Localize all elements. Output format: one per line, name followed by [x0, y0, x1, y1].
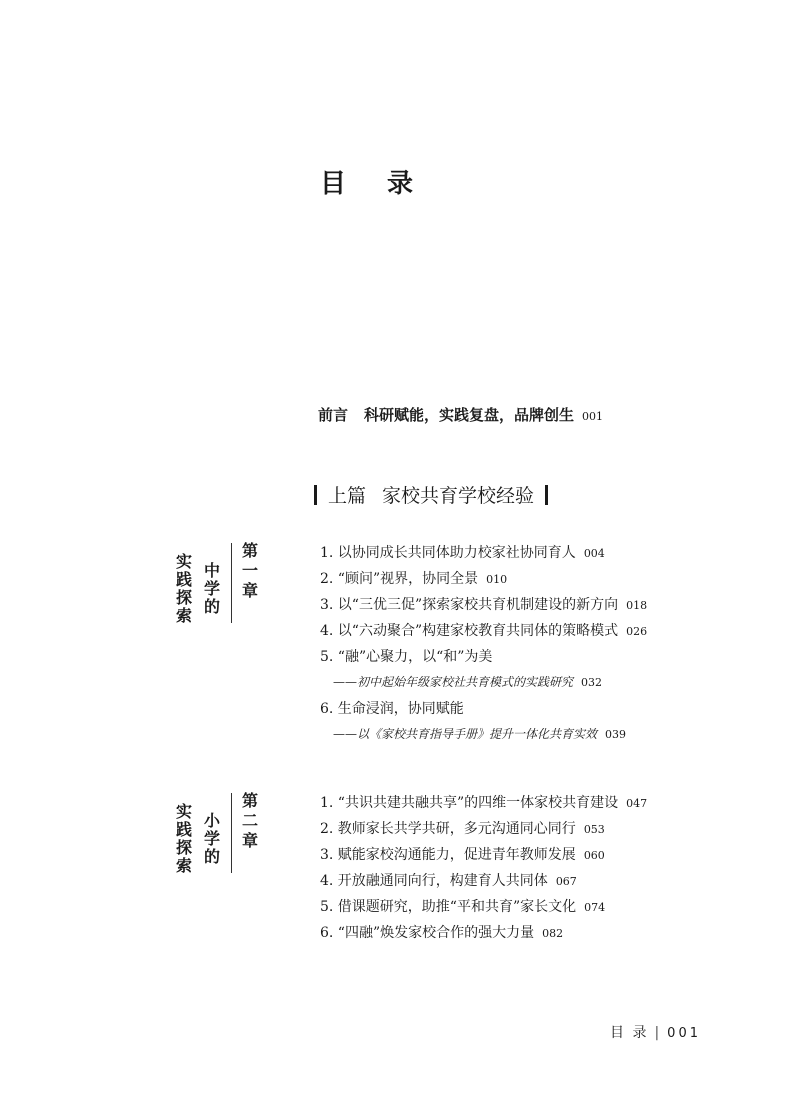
toc-entry[interactable]: 3. 以“三优三促”探索家校共育机制建设的新方向 018 — [320, 597, 648, 613]
footer-separator: | — [654, 1025, 662, 1041]
part-bar-left — [314, 485, 317, 505]
part-heading — [314, 481, 548, 508]
toc-title: 目 录 — [320, 169, 430, 199]
chapter-2-number: 第 二 章 — [241, 791, 258, 850]
toc-entry[interactable]: 5. 借课题研究，助推“平和共育”家长文化 074 — [320, 899, 606, 915]
toc-entry[interactable]: 4. 开放融通同向行，构建育人共同体 067 — [320, 873, 577, 889]
preface-page: 001 — [582, 410, 604, 423]
toc-entry[interactable]: 2. 教师家长共学共研，多元沟通同心同行 053 — [320, 821, 605, 837]
chapter-1-divider — [231, 543, 232, 623]
toc-entry[interactable]: 5. “融”心聚力，以“和”为美 — [320, 649, 493, 665]
chapter-1-number: 第 一 章 — [241, 541, 258, 600]
chapter-2-title-col2: 实 践 探 索 — [175, 802, 192, 875]
preface-label: 前言 — [318, 406, 349, 424]
part-title: 家校共育学校经验 — [382, 485, 535, 507]
toc-subtitle[interactable]: ——以《家校共育指导手册》提升一体化共育实效 039 — [333, 727, 627, 741]
toc-entry[interactable]: 6. “四融”焕发家校合作的强大力量 082 — [320, 925, 564, 941]
chapter-2-divider — [231, 793, 232, 873]
page-footer — [610, 1022, 701, 1042]
chapter-1-title-col1: 中 学 的 — [203, 561, 220, 616]
preface-title: 科研赋能，实践复盘，品牌创生 — [364, 406, 575, 424]
toc-entry[interactable]: 1. “共识共建共融共享”的四维一体家校共育建设 047 — [320, 795, 648, 811]
toc-subtitle[interactable]: ——初中起始年级家校社共育模式的实践研究 032 — [333, 675, 603, 689]
footer-label: 目 录 — [610, 1025, 649, 1041]
part-label: 上篇 — [328, 485, 367, 507]
toc-entry[interactable]: 1. 以协同成长共同体助力校家社协同育人 004 — [320, 545, 605, 561]
chapter-2-title-col1: 小 学 的 — [203, 811, 220, 866]
footer-page-number: 001 — [667, 1026, 701, 1041]
toc-entry[interactable]: 2. “顾问”视界，协同全景 010 — [320, 571, 508, 587]
toc-entry[interactable]: 3. 赋能家校沟通能力，促进青年教师发展 060 — [320, 847, 605, 863]
part-bar-right — [545, 485, 548, 505]
toc-entry[interactable]: 4. 以“六动聚合”构建家校教育共同体的策略模式 026 — [320, 623, 648, 639]
chapter-1-title-col2: 实 践 探 索 — [175, 552, 192, 625]
toc-entry[interactable]: 6. 生命浸润，协同赋能 — [320, 701, 464, 717]
preface-entry[interactable] — [318, 404, 603, 425]
